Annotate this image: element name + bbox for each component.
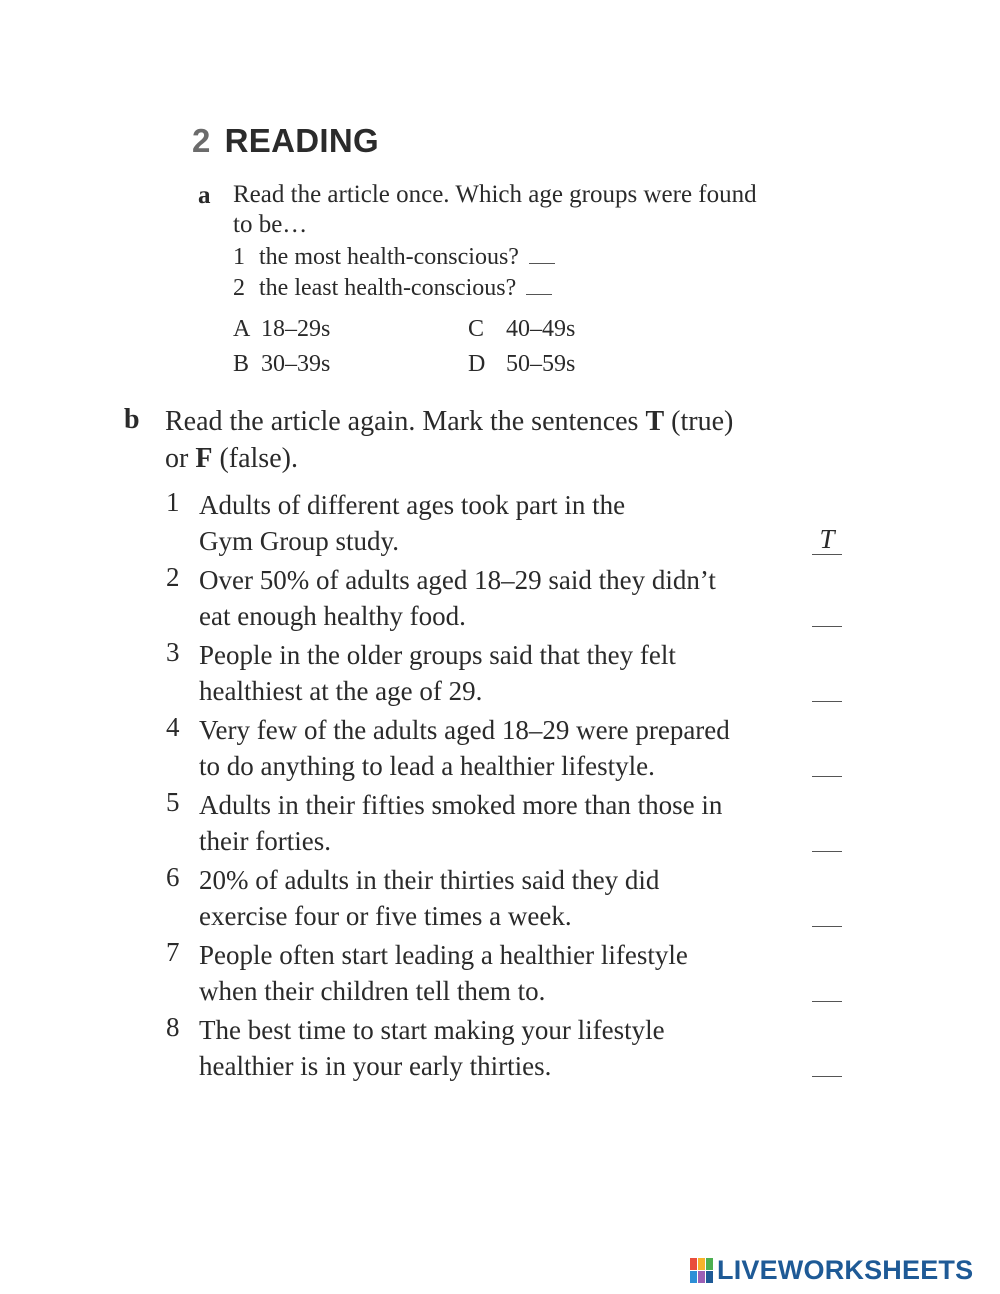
option-a: A 18–29s [233, 316, 331, 342]
question-text: the least health-conscious? [259, 275, 517, 301]
part-a-letter: a [198, 182, 211, 209]
item-text: Adults of different ages took part in the Gym Group study. [199, 490, 626, 556]
answer-field[interactable] [812, 746, 842, 777]
liveworksheets-logo-icon [690, 1258, 713, 1283]
answer-blank[interactable] [529, 249, 555, 264]
item-text: Adults in their fifties smoked more than those in their forties. [199, 790, 723, 856]
item-number: 4 [166, 712, 180, 742]
answer-field[interactable] [812, 971, 842, 1002]
section-heading [192, 122, 379, 160]
answer-field[interactable] [812, 596, 842, 627]
section-title: READING [224, 122, 379, 159]
answer-blank[interactable] [526, 280, 552, 295]
part-a-instruction [233, 180, 757, 240]
false-letter: F [195, 443, 213, 474]
part-b-letter: b [124, 404, 140, 435]
answer-field[interactable] [812, 671, 842, 702]
question-number: 1 [233, 244, 245, 270]
item-number: 5 [166, 787, 180, 817]
answer-field[interactable] [812, 1046, 842, 1077]
option-d: D 50–59s [468, 351, 576, 377]
item-number: 1 [166, 487, 180, 517]
answer-field[interactable]: T [812, 524, 842, 555]
true-letter: T [645, 406, 665, 437]
question-text: the most health-conscious? [259, 244, 519, 270]
brand-name: LIVEWORKSHEETS [717, 1255, 974, 1285]
item-text: The best time to start making your lifestyle healthier is in your early thirties. [199, 1015, 665, 1081]
answer-field[interactable] [812, 821, 842, 852]
item-text: Over 50% of adults aged 18–29 said they didn’t eat enough healthy food. [199, 565, 716, 631]
item-number: 2 [166, 562, 180, 592]
option-c: C 40–49s [468, 316, 576, 342]
part-b-instruction: Read the article again. Mark the sentences T (true) or F (false). [165, 406, 734, 474]
question-number: 2 [233, 275, 245, 301]
item-number: 3 [166, 637, 180, 667]
section-number: 2 [192, 122, 211, 159]
item-number: 7 [166, 937, 180, 967]
item-text: People often start leading a healthier lifestyle when their children tell them to. [199, 940, 688, 1006]
part-a-question [233, 275, 552, 302]
liveworksheets-logo [690, 1255, 973, 1286]
item-number: 8 [166, 1012, 180, 1042]
part-a-question [233, 244, 555, 271]
item-text: 20% of adults in their thirties said they did exercise four or five times a week. [199, 865, 660, 931]
part-a-instruction-line1: Read the article once. Which age groups were found [233, 181, 757, 208]
item-text: Very few of the adults aged 18–29 were prepared to do anything to lead a healthier lifestyle. [199, 715, 730, 781]
option-b: B 30–39s [233, 351, 331, 377]
answer-field[interactable] [812, 896, 842, 927]
item-number: 6 [166, 862, 180, 892]
part-a-instruction-line2: to be… [233, 211, 308, 238]
item-text: People in the older groups said that they felt healthiest at the age of 29. [199, 640, 676, 706]
